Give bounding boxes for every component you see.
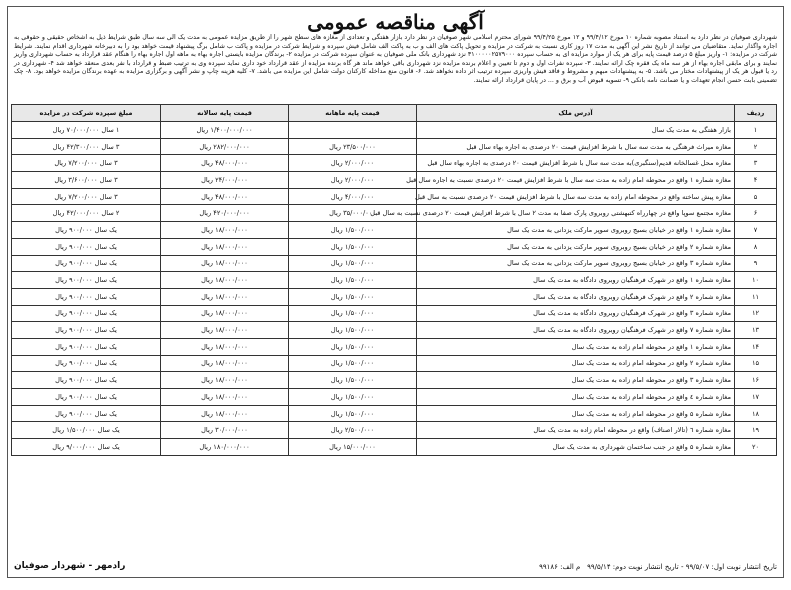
notice-code: م الف: ۹۹۱۸۶ [539,563,581,571]
table-row [12,255,777,272]
address-cell: مغازه شماره ۳ واقع در شهرک فرهنگیان روبروی دادگاه به مدت یک سال [417,305,735,322]
yearly-price-cell: ۴۸/۰۰۰/۰۰۰ ریال [161,188,289,205]
row-number-cell: ۱۰ [735,272,777,289]
address-cell: مغازه شماره ۳ واقع در خیابان بسیج روبروی سوپر مارکت یزدانی به مدت یک سال [417,255,735,272]
deposit-cell: یک سال ۹۰۰/۰۰۰ ریال [12,322,161,339]
monthly-price-cell: ۱/۵۰۰/۰۰۰ ریال [289,222,417,239]
monthly-price-cell: ۲/۰۰۰/۰۰۰ ریال [289,155,417,172]
row-number-cell: ۷ [735,222,777,239]
deposit-cell: یک سال ۱/۵۰۰/۰۰۰ ریال [12,422,161,439]
table-row [12,222,777,239]
row-number-cell: ۱۲ [735,305,777,322]
table-row [12,355,777,372]
deposit-cell: ۱ سال ۷۰/۰۰۰/۰۰۰ ریال [12,122,161,139]
yearly-price-cell: ۱۸/۰۰۰/۰۰۰ ریال [161,272,289,289]
col-header-deposit: مبلغ سپرده شرکت در مزایده [12,105,161,122]
yearly-price-cell: ۱۸/۰۰۰/۰۰۰ ریال [161,372,289,389]
mayor-signature: رادمهر - شهردار صوفیان [14,561,126,571]
address-cell: مغازه شماره ۵ واقع در جنب ساختمان شهرداری به مدت یک سال [417,439,735,456]
yearly-price-cell: ۱۸/۰۰۰/۰۰۰ ریال [161,355,289,372]
deposit-cell: یک سال ۹۰۰/۰۰۰ ریال [12,355,161,372]
monthly-price-cell: ۱/۵۰۰/۰۰۰ ریال [289,405,417,422]
monthly-price-cell: ۳۵/۰۰۰/۰۰۰ ریال [289,205,417,222]
deposit-cell: ۳ سال ۷/۲۰۰/۰۰۰ ریال [12,188,161,205]
table-row [12,405,777,422]
yearly-price-cell: ۱۸/۰۰۰/۰۰۰ ریال [161,322,289,339]
col-header-yearly: قیمت پایه سالانه [161,105,289,122]
yearly-price-cell: ۴۲۰/۰۰۰/۰۰۰ ریال [161,205,289,222]
notice-title: آگهی مناقصه عمومی [307,10,484,34]
yearly-price-cell: ۱۸/۰۰۰/۰۰۰ ریال [161,389,289,406]
yearly-price-cell: ۲۴/۰۰۰/۰۰۰ ریال [161,172,289,189]
table-row [12,422,777,439]
col-header-row-number: ردیف [735,105,777,122]
deposit-cell: ۲ سال ۴۲/۰۰۰/۰۰۰ ریال [12,205,161,222]
yearly-price-cell: ۱۸/۰۰۰/۰۰۰ ریال [161,288,289,305]
address-cell: مغازه شماره ۷ واقع در شهرک فرهنگیان روبروی دادگاه به مدت یک سال [417,322,735,339]
monthly-price-cell: ۱/۵۰۰/۰۰۰ ریال [289,372,417,389]
address-cell: مغازه محل غسالخانه قدیم(سنگبری)به مدت سه سال با شرط افزایش قیمت ۲۰ درصدی به اجاره بهاء سال قبل [417,155,735,172]
monthly-price-cell: ۱۵/۰۰۰/۰۰۰ ریال [289,439,417,456]
row-number-cell: ۵ [735,188,777,205]
table-row [12,439,777,456]
row-number-cell: ۱۵ [735,355,777,372]
monthly-price-cell: ۲۳/۵۰۰/۰۰۰ ریال [289,138,417,155]
row-number-cell: ۱۳ [735,322,777,339]
address-cell: مغازه شماره ۲ واقع در محوطه امام زاده به مدت یک سال [417,355,735,372]
yearly-price-cell: ۱۸/۰۰۰/۰۰۰ ریال [161,405,289,422]
row-number-cell: ۱۴ [735,338,777,355]
address-cell: مغازه شماره ۲ واقع در شهرک فرهنگیان روبروی دادگاه به مدت یک سال [417,288,735,305]
row-number-cell: ۲۰ [735,439,777,456]
yearly-price-cell: ۱۸/۰۰۰/۰۰۰ ریال [161,238,289,255]
deposit-cell: یک سال ۹۰۰/۰۰۰ ریال [12,405,161,422]
table-row [12,389,777,406]
monthly-price-cell: ۱/۵۰۰/۰۰۰ ریال [289,338,417,355]
properties-table [11,104,777,456]
address-cell: مغازه میراث فرهنگی به مدت سه سال با شرط افزایش قیمت ۲۰ درصدی به اجاره بهاء سال قبل [417,138,735,155]
row-number-cell: ۶ [735,205,777,222]
table-row [12,238,777,255]
table-row [12,272,777,289]
yearly-price-cell: ۱۸۰/۰۰۰/۰۰۰ ریال [161,439,289,456]
yearly-price-cell: ۳۰/۰۰۰/۰۰۰ ریال [161,422,289,439]
address-cell: مغازه مجتمع سوپا واقع در چهارراه کتبهشتی روبروی پارک صفا به مدت ۲ سال با شرط افزایش قیمت ۲۰ درصدی نسبت به سال قبل [417,205,735,222]
table-row [12,288,777,305]
notice-intro: شهرداری صوفیان در نظر دارد به استناد مصوبه شماره ۱۰ مورخ ۹۹/۴/۱۲ و ۱۲ مورخ ۹۹/۴/۲۵ شورای محترم اسلامی شهر صوفیان در نظر دارد بازار هفتگی و تعدادی از مغازه های سطح شهر را از طریق مزایده عمومی به مدت یک الی سه سال طبق شرایط ذیل به اشخاص حقیقی و حقوقی به اجاره واگذار نماید. متقاضیان می توانند از تاریخ نشر این آگهی به مدت ۱۷ روز کاری نسبت به شرکت در مزایده و تحویل پاکت های الف و ب به پاکت الف شامل فیش سپرده و شرایط شرکت در مزایده و پاکت ب شامل برگ پیشنهاد قیمت خواهد بود را به دبیرخانه شهرداری اقدام نمایند. شرایط شرکت در مزایده: ۱- واریز مبلغ ۵ درصد قیمت پایه برای هر یک از موارد مزایده ای به حساب سپرده ۳۱۰۰۰۰۰۲۵۷۹۰۰۰ نزد شهرداری بانک ملی صوفیان به عنوان سپرده شرکت در مزایده ۲- برندگان مزایده بایستی اجاره بهاء به ماهه اول اجاره بهاء را هنگام عقد قرارداد به حساب شهرداری واریز نمایند و برای مابقی اجاره بهاء از هر سه ماه یک فقره چک ارائه نمایند. ۳- سپرده نفرات اول و دوم تا تعیین و اعلام برنده مزایده نزد شهرداری باقی خواهد ماند هر گاه برنده مزایده از عقد قرارداد خود داری نماید سپرده وی به ترتیب ضبط و قرارداد با نفر بعدی منعقد خواهد شد ۴- شهرداری در رد یا قبول هر یک از پیشنهادات مختار می باشد. ۵- به پیشنهادات مبهم و مشروط و فاقد فیش واریزی سپرده ترتیب اثر داده نخواهد شد. ۶- قانون منع مداخله کارکنان دولت شامل این مزایده می باشد. ۷- کلیه هزینه چاپ و نشر آگهی و برگزاری مزایده به عهده برندگان مزایده خواهد بود. ۸- چک تضمینی بابت حسن انجام تعهدات و یا ضمانت نامه بانکی ۹- تسویه قبوض آب و برق و ... در پایان قرارداد ارائه نمایند. [14,34,778,84]
address-cell: مغازه شماره ٦ (تالار اصناف) واقع در محوطه امام زاده به مدت یک سال [417,422,735,439]
address-cell: بازار هفتگی به مدت یک سال [417,122,735,139]
monthly-price-cell: ۱/۵۰۰/۰۰۰ ریال [289,255,417,272]
table-header-row [12,105,777,122]
yearly-price-cell: ۱۸/۰۰۰/۰۰۰ ریال [161,338,289,355]
row-number-cell: ۱ [735,122,777,139]
row-number-cell: ۱۱ [735,288,777,305]
monthly-price-cell: ۱/۵۰۰/۰۰۰ ریال [289,288,417,305]
monthly-price-cell: ۱/۵۰۰/۰۰۰ ریال [289,389,417,406]
row-number-cell: ۱۸ [735,405,777,422]
monthly-price-cell: ۲/۵۰۰/۰۰۰ ریال [289,422,417,439]
row-number-cell: ۱۶ [735,372,777,389]
address-cell: مغازه شماره ۱ واقع در محوطه امام زاده به مدت یک سال [417,338,735,355]
address-cell: مغازه شماره ۱ واقع در شهرک فرهنگیان روبروی دادگاه به مدت یک سال [417,272,735,289]
table-row [12,305,777,322]
deposit-cell: یک سال ۹۰۰/۰۰۰ ریال [12,338,161,355]
tender-notice [7,6,784,578]
monthly-price-cell: ۱/۵۰۰/۰۰۰ ریال [289,305,417,322]
address-cell: مغازه شماره ۵ واقع در محوطه امام زاده به مدت یک سال [417,405,735,422]
address-cell: مغازه شماره ۳ واقع در محوطه امام زاده به مدت یک سال [417,372,735,389]
row-number-cell: ۱۷ [735,389,777,406]
deposit-cell: ۳ سال ۷/۲۰۰/۰۰۰ ریال [12,155,161,172]
deposit-cell: ۳ سال ۳/۶۰۰/۰۰۰ ریال [12,172,161,189]
publication-dates: تاریخ انتشار نوبت اول: ۹۹/۵/۰۷ - تاریخ انتشار نوبت دوم: ۹۹/۵/۱۴ م الف: ۹۹۱۸۶ [539,563,777,571]
row-number-cell: ۲ [735,138,777,155]
deposit-cell: یک سال ۹۰۰/۰۰۰ ریال [12,238,161,255]
table-row [12,155,777,172]
yearly-price-cell: ۱۸/۰۰۰/۰۰۰ ریال [161,305,289,322]
monthly-price-cell: ۱/۵۰۰/۰۰۰ ریال [289,238,417,255]
row-number-cell: ۹ [735,255,777,272]
yearly-price-cell: ۱/۴۰۰/۰۰۰/۰۰۰ ریال [161,122,289,139]
col-header-monthly: قیمت پایه ماهانه [289,105,417,122]
address-cell: مغازه شماره ۱ واقع در خیابان بسیج روبروی سوپر مارکت یزدانی به مدت یک سال [417,222,735,239]
deposit-cell: یک سال ۹۰۰/۰۰۰ ریال [12,272,161,289]
table-row [12,188,777,205]
deposit-cell: یک سال ۹/۰۰۰/۰۰۰ ریال [12,439,161,456]
monthly-price-cell: ۴/۰۰۰/۰۰۰ ریال [289,188,417,205]
row-number-cell: ۴ [735,172,777,189]
row-number-cell: ۱۹ [735,422,777,439]
deposit-cell: یک سال ۹۰۰/۰۰۰ ریال [12,288,161,305]
monthly-price-cell: ۱/۵۰۰/۰۰۰ ریال [289,355,417,372]
yearly-price-cell: ۱۸/۰۰۰/۰۰۰ ریال [161,255,289,272]
deposit-cell: یک سال ۹۰۰/۰۰۰ ریال [12,255,161,272]
deposit-cell: یک سال ۹۰۰/۰۰۰ ریال [12,305,161,322]
yearly-price-cell: ۲۸۲/۰۰۰/۰۰۰ ریال [161,138,289,155]
deposit-cell: یک سال ۹۰۰/۰۰۰ ریال [12,372,161,389]
address-cell: مغازه شماره ٤ واقع در محوطه امام زاده به مدت یک سال [417,389,735,406]
yearly-price-cell: ۴۸/۰۰۰/۰۰۰ ریال [161,155,289,172]
table-row [12,322,777,339]
address-cell: مغازه شماره ۱ واقع در محوطه امام زاده به مدت سه سال با شرط افزایش قیمت ۲۰ درصدی نسبت به اجاره سال قبل [417,172,735,189]
table-row [12,372,777,389]
deposit-cell: یک سال ۹۰۰/۰۰۰ ریال [12,222,161,239]
monthly-price-cell [289,122,417,139]
monthly-price-cell: ۱/۵۰۰/۰۰۰ ریال [289,322,417,339]
address-cell: مغازه پیش ساخته واقع در محوطه امام زاده به مدت سه سال با شرط افزایش قیمت ۲۰ درصدی نسبت به سال قبل [417,188,735,205]
table-row [12,122,777,139]
deposit-cell: یک سال ۹۰۰/۰۰۰ ریال [12,389,161,406]
row-number-cell: ۳ [735,155,777,172]
table-row [12,338,777,355]
col-header-address: آدرس ملک [417,105,735,122]
table-row [12,172,777,189]
footer [14,561,777,575]
table-row [12,205,777,222]
address-cell: مغازه شماره ۲ واقع در خیابان بسیج روبروی سوپر مارکت یزدانی به مدت یک سال [417,238,735,255]
deposit-cell: ۳ سال ۴۲/۳۰۰/۰۰۰ ریال [12,138,161,155]
yearly-price-cell: ۱۸/۰۰۰/۰۰۰ ریال [161,222,289,239]
monthly-price-cell: ۱/۵۰۰/۰۰۰ ریال [289,272,417,289]
table-row [12,138,777,155]
row-number-cell: ۸ [735,238,777,255]
monthly-price-cell: ۲/۰۰۰/۰۰۰ ریال [289,172,417,189]
